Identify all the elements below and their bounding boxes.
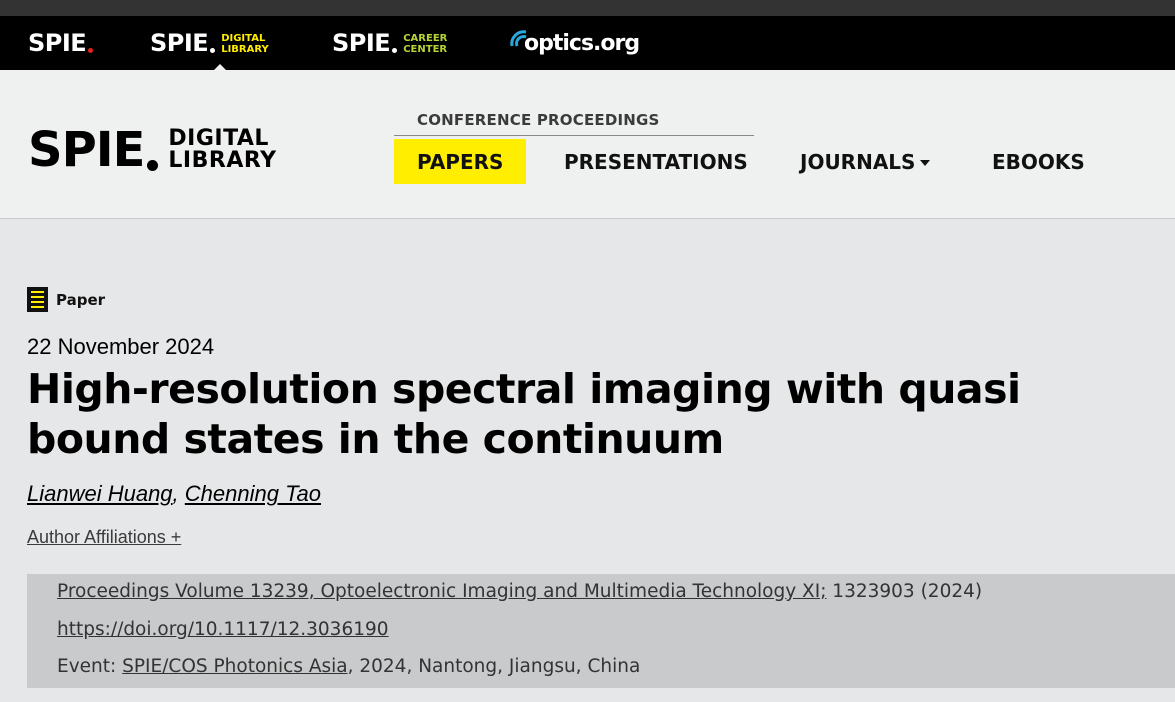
content-type <box>27 287 105 312</box>
content-type-label: Paper <box>56 290 106 309</box>
caret-down-icon <box>920 160 930 166</box>
career-center-link[interactable] <box>332 16 447 70</box>
author-link[interactable]: Lianwei Huang <box>27 481 173 506</box>
cc-subtitle <box>403 33 447 55</box>
top-strip <box>0 0 1175 16</box>
proceedings-volume-link[interactable]: Proceedings Volume 13239, Optoelectronic Imaging and Multimedia Technology XI; <box>57 581 827 602</box>
dl-sub-line1: DIGITAL <box>221 33 266 44</box>
logo-subtitle <box>168 128 276 172</box>
conference-proceedings-label: CONFERENCE PROCEEDINGS <box>417 111 660 129</box>
proceedings-line <box>57 581 982 602</box>
nav-ebooks[interactable] <box>992 139 1085 184</box>
optics-org-link[interactable] <box>508 16 639 70</box>
spie-red-dot <box>88 48 93 53</box>
article-content <box>0 219 1175 701</box>
nav-papers[interactable] <box>394 139 526 184</box>
publication-date: 22 November 2024 <box>27 334 215 359</box>
spie-home-link[interactable] <box>28 16 93 70</box>
brand-bar <box>0 16 1175 70</box>
event-link[interactable]: SPIE/COS Photonics Asia <box>122 656 348 677</box>
author-affiliations-toggle[interactable]: Author Affiliations + <box>27 527 182 547</box>
site-header <box>0 70 1175 219</box>
dl-wordmark: SPIE <box>150 29 209 57</box>
event-line <box>57 656 640 677</box>
nav-journals-label: JOURNALS <box>800 149 916 174</box>
event-details: , 2024, Nantong, Jiangsu, China <box>347 656 641 677</box>
article-title: High-resolution spectral imaging with quasi bound states in the continuum <box>27 365 1021 463</box>
dl-dot <box>210 48 215 53</box>
doi-line <box>57 619 389 640</box>
cc-dot <box>392 48 397 53</box>
nav-journals[interactable] <box>800 139 930 184</box>
logo-wordmark: SPIE <box>28 122 145 178</box>
spie-wordmark: SPIE <box>28 29 87 57</box>
digital-library-logo[interactable] <box>28 122 277 178</box>
author-list <box>27 481 321 507</box>
event-prefix: Event: <box>57 656 123 677</box>
proceedings-number: 1323903 (2024) <box>826 581 983 602</box>
conference-proceedings-heading <box>394 110 754 136</box>
cc-sub-line2: CENTER <box>403 44 448 55</box>
digital-library-link[interactable] <box>150 16 269 70</box>
logo-dot <box>147 160 158 171</box>
cc-wordmark: SPIE <box>332 29 391 57</box>
nav-presentations-label: PRESENTATIONS <box>564 149 748 174</box>
nav-presentations[interactable] <box>564 139 748 184</box>
proceedings-info <box>27 574 1175 688</box>
optics-wordmark: optics.org <box>524 30 640 56</box>
paper-icon <box>27 287 48 312</box>
author-link[interactable]: Chenning Tao <box>184 481 321 506</box>
logo-sub-line1: DIGITAL <box>168 126 269 151</box>
cc-sub-line1: CAREER <box>403 33 448 44</box>
author-separator: , <box>172 481 179 506</box>
logo-sub-line2: LIBRARY <box>168 148 277 173</box>
doi-link[interactable]: https://doi.org/10.1117/12.3036190 <box>57 619 389 640</box>
dl-sub-line2: LIBRARY <box>221 44 269 55</box>
nav-papers-label: PAPERS <box>417 149 504 174</box>
dl-subtitle <box>221 33 269 55</box>
nav-ebooks-label: EBOOKS <box>992 149 1085 174</box>
